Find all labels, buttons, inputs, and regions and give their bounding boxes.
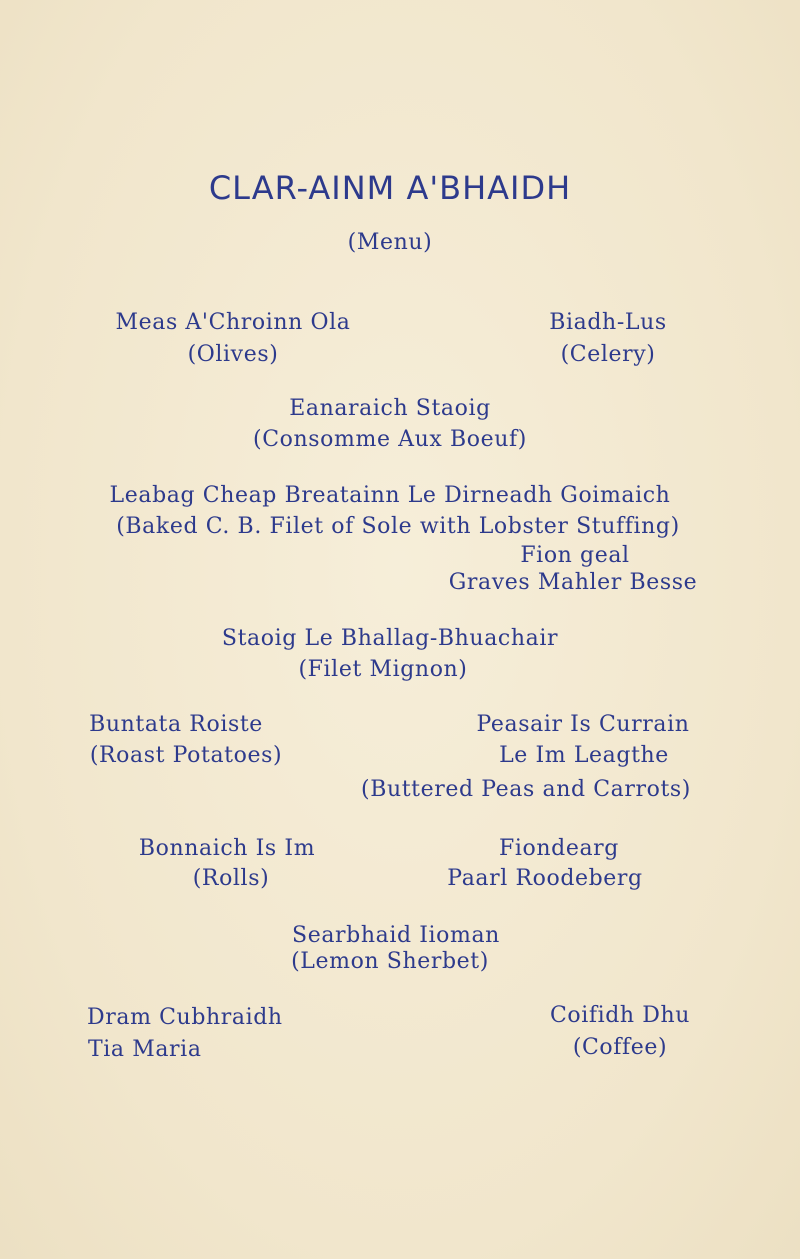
celery-english: (Celery): [560, 342, 656, 367]
red-wine-english: Paarl Roodeberg: [447, 866, 643, 891]
soup-name: Eanaraich Staoig: [289, 396, 491, 421]
fish-name: Leabag Cheap Breatainn Le Dirneadh Goimaich: [109, 483, 671, 508]
red-wine-name: Fiondearg: [499, 836, 619, 861]
peas-name-line1: Peasair Is Currain: [476, 712, 690, 737]
white-wine-english: Graves Mahler Besse: [448, 570, 698, 595]
fish-english: (Baked C. B. Filet of Sole with Lobster Stuffing): [116, 514, 680, 539]
rolls-name: Bonnaich Is Im: [138, 836, 316, 861]
steak-name: Staoig Le Bhallag-Bhuachair: [221, 626, 559, 651]
olives-english: (Olives): [187, 342, 279, 367]
menu-subtitle: (Menu): [347, 230, 433, 255]
olives-name: Meas A'Chroinn Ola: [115, 310, 351, 335]
sherbet-english: (Lemon Sherbet): [291, 949, 489, 974]
white-wine-name: Fion geal: [520, 543, 630, 568]
steak-english: (Filet Mignon): [298, 657, 468, 682]
peas-name-line2: Le Im Leagthe: [499, 743, 669, 768]
coffee-name: Coifidh Dhu: [549, 1003, 691, 1028]
menu-title: CLAR-AINM A'BHAIDH: [208, 169, 572, 207]
liqueur-name: Dram Cubhraidh: [87, 1005, 283, 1030]
rolls-english: (Rolls): [192, 866, 270, 891]
soup-english: (Consomme Aux Boeuf): [253, 427, 527, 452]
coffee-english: (Coffee): [572, 1035, 668, 1060]
sherbet-name: Searbhaid Iioman: [292, 923, 500, 948]
peas-english: (Buttered Peas and Carrots): [361, 777, 691, 802]
celery-name: Biadh-Lus: [549, 310, 667, 335]
potatoes-english: (Roast Potatoes): [89, 743, 283, 768]
potatoes-name: Buntata Roiste: [89, 712, 263, 737]
liqueur-english: Tia Maria: [88, 1037, 202, 1062]
